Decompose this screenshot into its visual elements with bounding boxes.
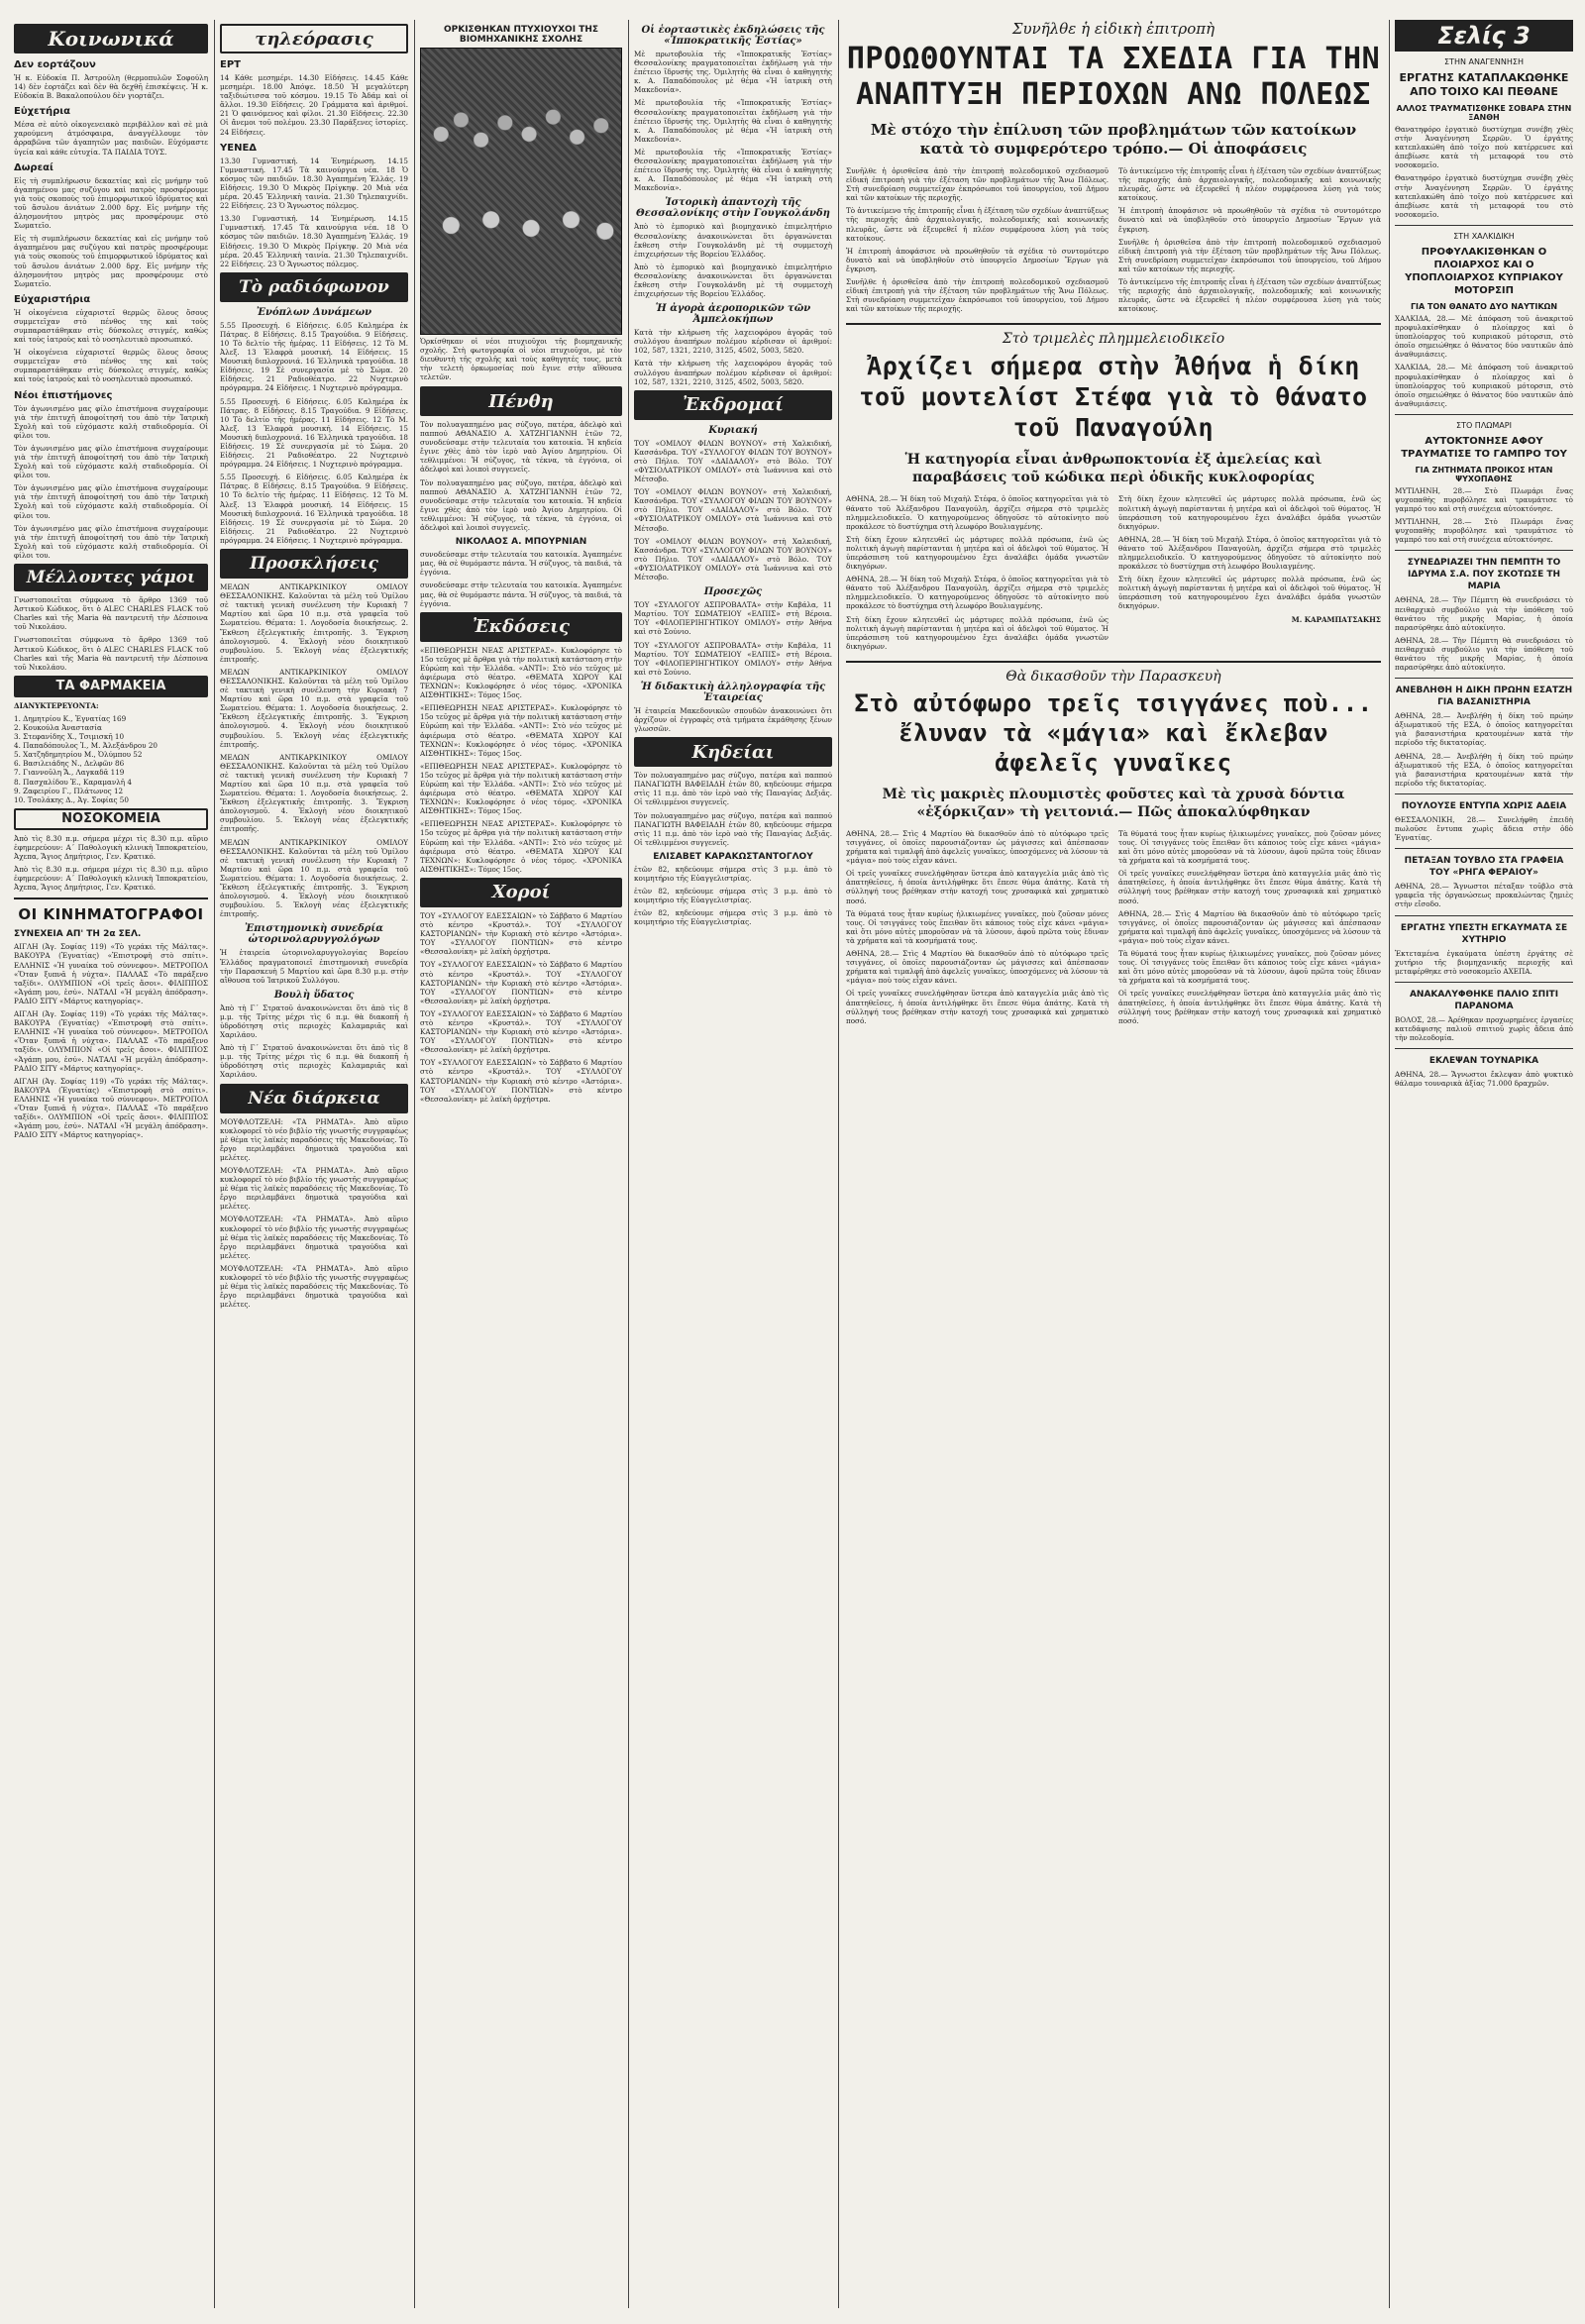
- ekdoseis-text-4: «ΕΠΙΘΕΩΡΗΣΗ ΝΕΑΣ ΑΡΙΣΤΕΡΑΣ». Κυκλοφόρησε τὸ 15ο τεῦχος μὲ ἄρθρα γιὰ τὴν πολιτικὴ κατάσταση στὴν Εὐρώπη καὶ τὴν Ἑλλάδα. «ΑΝΤΙ»: Στὸ νέο τεῦχος μὲ ἀφιέρωμα στὸ θέατρο. «ΘΕΜΑΤΑ ΧΩΡΟΥ ΚΑΙ ΤΕΧΝΩΝ»: Κυκλοφόρησε ὁ νέος τόμος. «ΧΡΟΝΙΚΑ ΑΙΣΘΗΤΙΚΗΣ»: Τόμος 15ος.: [420, 819, 622, 874]
- eklepsan-text: ΑΘΗΝΑ, 28.— Ἄγνωστοι ἔκλεψαν ἀπὸ ψυκτικὸ θάλαμο τουναρικὰ ἀξίας 71.000 δραχμῶν.: [1395, 1070, 1573, 1089]
- subhead-1: Μὲ στόχο τὴν ἐπίλυση τῶν προβλημάτων τῶν κατοίκων κατὰ τὸ συμφερότερο τρόπο.— Οἱ ἀποφάσεις: [870, 121, 1357, 158]
- diki-text-1: ΑΘΗΝΑ, 28.— Ἡ δίκη τοῦ Μιχαὴλ Στέφα, ὁ ὁποῖος κατηγορεῖται γιὰ τὸ θάνατο τοῦ Ἀλέξανδρου Παναγούλη, ἀρχίζει σήμερα στὸ τριμελὲς πλημμελειοδικεῖο. Ὁ κατηγορούμενος ὁδηγοῦσε τὸ αὐτοκίνητο ποὺ προκάλεσε τὸ δυστύχημα στὴ λεωφόρο Βουλιαγμένης.: [846, 494, 1109, 531]
- ergatis-text: Θανατηφόρο ἐργατικὸ δυστύχημα συνέβη χθὲς στὴν Ἀναγέννηση Σερρῶν. Ὁ ἐργάτης κατεπλακώθη ἀπὸ τοῖχο ποὺ κατέρρευσε καὶ ἀπεβίωσε κατὰ τὴ μεταφορά του στὸ νοσοκομεῖο.: [1395, 125, 1573, 170]
- petaxan-text: ΑΘΗΝΑ, 28.— Ἄγνωστοι πέταξαν τοῦβλο στὰ γραφεῖα τῆς ὀργανώσεως προκαλώντας ζημιὲς στὴν εἴσοδο.: [1395, 882, 1573, 909]
- diki-text-6: ΑΘΗΝΑ, 28.— Ἡ δίκη τοῦ Μιχαὴλ Στέφα, ὁ ὁποῖος κατηγορεῖται γιὰ τὸ θάνατο τοῦ Ἀλέξανδρου Παναγούλη, ἀρχίζει σήμερα στὸ τριμελὲς πλημμελειοδικεῖο. Ὁ κατηγορούμενος ὁδηγοῦσε τὸ αὐτοκίνητο ποὺ προκάλεσε τὸ δυστύχημα στὴ λεωφόρο Βουλιαγμένης.: [1118, 534, 1381, 572]
- prosexos-heading: Προσεχῶς: [703, 586, 763, 598]
- anagennisi-heading: ΣΤΗΝ ΑΝΑΓΕΝΝΗΣΗ: [1444, 57, 1524, 66]
- enoplon-text-3: 5.55 Προσευχή. 6 Εἰδήσεις. 6.05 Καλημέρα ἐκ Πάτρας. 8 Εἰδήσεις. 8.15 Τραγούδια. 9 Εἰδήσεις. 10 Τὸ δελτίο τῆς ἡμέρας. 11 Εἰδήσεις. 12 Τὸ Μ. Ἀλεξ. 13 Ἐλαφρὰ μουσική. 14 Εἰδήσεις. 15 Μουσικὴ διπλοχρονιά. 16 Ἑλληνικὰ τραγούδια. 18 Εἰδήσεις. 19 Σὲ συνεργασία μὲ τὸ Σώμα. 20 Εἰδήσεις. 21 Ραδιοθέατρο. 22 Νυχτερινὸ πρόγραμμα. 24 Εἰδήσεις. 1 Νυχτερινὸ πρόγραμμα.: [220, 473, 408, 545]
- ergatis-text-2: Θανατηφόρο ἐργατικὸ δυστύχημα συνέβη χθὲς στὴν Ἀναγέννηση Σερρῶν. Ὁ ἐργάτης κατεπλακώθη ἀπὸ τοῖχο ποὺ κατέρρευσε καὶ ἀπεβίωσε κατὰ τὴ μεταφορά του στὸ νοσοκομεῖο.: [1395, 173, 1573, 219]
- poulouse-heading: ΠΟΥΛΟΥΣΕ ΕΝΤΥΠΑ ΧΩΡΙΣ ΑΔΕΙΑ: [1401, 800, 1567, 811]
- column-4: [634, 20, 832, 930]
- diki-text-7: Στὴ δίκη ἔχουν κλητευθεῖ ὡς μάρτυρες πολλὰ πρόσωπα, ἐνῶ ὡς πολιτικὴ ἀγωγὴ παρίστανται ἡ μητέρα καὶ οἱ ἀδελφοὶ τοῦ θύματος. Ἡ ὑπεράσπιση τοῦ κατηγορουμένου ἔχει ἀναλάβει ὁμάδα γνωστῶν δικηγόρων.: [1118, 575, 1381, 611]
- graduates-photo: [420, 48, 622, 335]
- efxaristiria-heading: Εὐχαριστήρια: [14, 293, 91, 305]
- istoriki-text: Ἀπὸ τὸ ἐμπορικὸ καὶ βιομηχανικὸ ἐπιμελητήριο Θεσσαλονίκης ἀνακοινώνεται ὅτι ὀργανώνεται ἔκθεση στὴν Γουγκολάνδη μὲ τὴ συμμετοχὴ ἐπιχειρήσεων τῆς Βορείου Ἑλλάδος.: [634, 222, 832, 259]
- nosokomeia-banner: ΝΟΣΟΚΟΜΕΙΑ: [14, 808, 208, 830]
- anevlithi-heading: ΑΝΕΒΛΗΘΗ Η ΔΙΚΗ ΠΡΩΗΝ ΕΣΑΤΖΗ ΓΙΑ ΒΑΣΑΝΙΣΤΗΡΙΑ: [1395, 686, 1573, 708]
- thanato-heading: ΓΙΑ ΤΟΝ ΘΑΝΑΤΟ ΔΥΟ ΝΑΥΤΙΚΩΝ: [1410, 301, 1558, 311]
- tsigganes-text-10: Οἱ τρεῖς γυναῖκες συνελήφθησαν ὕστερα ἀπὸ καταγγελία μιᾶς ἀπὸ τὶς ἀπατηθεῖσες, ἡ ὁποία ἀντιλήφθηκε ὅτι ἔπεσε θύμα ἀπάτης. Κατὰ τὴ σύλληψή τους βρέθηκαν στὴν κατοχή τους χρυσαφικὰ καὶ χρηματικὸ ποσό.: [1118, 989, 1381, 1025]
- eortastikes-heading: Οἱ ἑορταστικὲς ἐκδηλώσεις τῆς «Ἱπποκρατικῆς Ἑστίας»: [641, 25, 825, 47]
- nea-text-3: ΜΟΥΦΛΟΤΖΕΛΗ: «ΤΑ ΡΗΜΑΤΑ». Ἀπὸ αὔριο κυκλοφορεῖ τὸ νέο βιβλίο τῆς γνωστῆς συγγραφέως μὲ θέμα τὶς λαϊκὲς παραδόσεις τῆς Μακεδονίας. Τὸ ἔργο περιλαμβάνει δημοτικὰ τραγούδια καὶ μελέτες.: [220, 1215, 408, 1260]
- nea-banner: Νέα διάρκεια: [220, 1084, 408, 1113]
- column-1: [14, 20, 208, 1143]
- penthi-banner: Πένθη: [420, 386, 622, 416]
- prosexos-text: ΤΟΥ «ΣΥΛΛΟΓΟΥ ΑΣΠΡΟΒΑΛΤΑ» στὴν Καβάλα, 11 Μαρτίου. ΤΟΥ ΣΩΜΑΤΕΙΟΥ «ΕΛΠΙΣ» στὴ Βέροια. ΤΟΥ «ΦΙΛΟΠΕΡΙΗΓΗΤΙΚΟΥ ΟΜΙΛΟΥ» στὴν Ἀθήνα καὶ στὸ Σούνιο.: [634, 600, 832, 637]
- poulouse-text: ΘΕΣΣΑΛΟΝΙΚΗ, 28.— Συνελήφθη ἐπειδὴ πωλοῦσε ἔντυπα χωρὶς ἄδεια στὴν ὁδὸ Ἐγνατίας.: [1395, 814, 1573, 843]
- petaxan-heading: ΠΕΤΑΞΑΝ ΤΟΥΒΛΟ ΣΤΑ ΓΡΑΦΕΙΑ ΤΟΥ «ΡΗΓΑ ΦΕΡΑΙΟΥ»: [1404, 856, 1564, 879]
- tsigganes-text-8: ΑΘΗΝΑ, 28.— Στὶς 4 Μαρτίου θὰ δικασθοῦν ἀπὸ τὸ αὐτόφωρο τρεῖς τσιγγάνες, οἱ ὁποῖες παρουσιάζονταν ὡς μάγισσες καὶ ἀπέσπασαν χρήματα καὶ τιμαλφῆ ἀπὸ ἀφελεῖς γυναῖκες, ὑποσχόμενες νὰ λύσουν τὰ «μάγια» ποὺ τοὺς εἶχαν κάνει.: [1118, 908, 1381, 945]
- kicker-2: Στὸ τριμελὲς πλημμελειοδικεῖο: [1002, 331, 1225, 348]
- farmakeia-head: ΔΙΑΝΥΚΤΕΡΕΥΟΝΤΑ:: [14, 700, 99, 710]
- pharmacy-item: 2. Κουκούλα Ἀναστασία: [14, 722, 102, 732]
- anevlithi-text: ΑΘΗΝΑ, 28.— Ἀνεβλήθη ἡ δίκη τοῦ πρώην ἀξιωματικοῦ τῆς ΕΣΑ, ὁ ὁποῖος κατηγορεῖται γιὰ βασανιστήρια κρατουμένων κατὰ τὴν περίοδο τῆς δικτατορίας.: [1395, 711, 1573, 748]
- diki-text-3: ΑΘΗΝΑ, 28.— Ἡ δίκη τοῦ Μιχαὴλ Στέφα, ὁ ὁποῖος κατηγορεῖται γιὰ τὸ θάνατο τοῦ Ἀλέξανδρου Παναγούλη, ἀρχίζει σήμερα στὸ τριμελὲς πλημμελειοδικεῖο. Ὁ κατηγορούμενος ὁδηγοῦσε τὸ αὐτοκίνητο ποὺ προκάλεσε τὸ δυστύχημα στὴ λεωφόρο Βουλιαγμένης.: [846, 575, 1109, 611]
- kyriaki-text-3: ΤΟΥ «ΟΜΙΛΟΥ ΦΙΛΩΝ ΒΟΥΝΟΥ» στὴ Χαλκιδική, Κασσάνδρα. ΤΟΥ «ΣΥΛΛΟΓΟΥ ΦΙΛΩΝ ΤΟΥ ΒΟΥΝΟΥ» στὸ Πήλιο. ΤΟΥ «ΔΑΙΔΑΛΟΥ» στὸ Βόλο. ΤΟΥ «ΦΥΣΙΟΛΑΤΡΙΚΟΥ ΟΜΙΛΟΥ» στὰ Ἱωάννινα καὶ στὸ Μέτσοβο.: [634, 536, 832, 582]
- eortastikes-text-2: Μὲ πρωτοβουλία τῆς «Ἱπποκρατικῆς Ἑστίας» Θεσσαλονίκης πραγματοποιεῖται ἐκδήλωση γιὰ τὴν ἐπέτειο ἵδρυσής της. Ὁμιλητὴς θὰ εἶναι ὁ καθηγητὴς κ. Α. Παπαδόπουλος μὲ θέμα «Ἡ ἰατρικὴ στὴ Μακεδονία».: [634, 98, 832, 144]
- nikolaos-heading: ΝΙΚΟΛΑΟΣ Α. ΜΠΟΥΡΝΙΑΝ: [455, 537, 587, 548]
- ekdromai-banner: Ἐκδρομαί: [634, 390, 832, 420]
- synexeia-heading: ΣΥΝΕΧΕΙΑ ΑΠ' ΤΗ 2α ΣΕΛ.: [14, 929, 142, 940]
- neoi-heading: Νέοι ἐπιστήμονες: [14, 389, 113, 401]
- pharmacy-item: 10. Τσολάκης Δ., Ἀγ. Σοφίας 50: [14, 794, 129, 804]
- proskliseis-text: ΜΕΛΩΝ ΑΝΤΙΚΑΡΚΙΝΙΚΟΥ ΟΜΙΛΟΥ ΘΕΣΣΑΛΟΝΙΚΗΣ. Καλοῦνται τὰ μέλη τοῦ Ὁμίλου σὲ τακτικὴ γενικὴ συνέλευση τὴν Κυριακὴ 7 Μαρτίου καὶ ὥρα 10 π.μ. στὰ γραφεῖα τοῦ Σωματείου. Θέματα: 1. Λογοδοσία διοικήσεως. 2. Ἔκθεση ἐξελεγκτικῆς ἐπιτροπῆς. 3. Ἔγκριση ἀπολογισμοῦ. 4. Ἐκλογὴ νέου διοικητικοῦ συμβουλίου. 5. Ἐκλογὴ νέας ἐξελεγκτικῆς ἐπιτροπῆς.: [220, 582, 408, 664]
- efxaristiria-text-2: Ἡ οἰκογένεια εὐχαριστεῖ θερμῶς ὅλους ὅσους συμμετεῖχαν στὸ πένθος της καὶ τοὺς συμπαραστάθηκαν στὶς δύσκολες στιγμές, καθὼς καὶ τοὺς ἰατροὺς καὶ τὸ νοσηλευτικὸ προσωπικό.: [14, 348, 208, 384]
- synedriazei-heading: ΣΥΝΕΔΡΙΑΖΕΙ ΤΗΝ ΠΕΜΠΤΗ ΤΟ ΙΔΡΥΜΑ Σ.Α. ΠΟΥ ΣΚΟΤΩΣΕ ΤΗ ΜΑΡΙΑ: [1407, 558, 1561, 592]
- diki-text-4: Στὴ δίκη ἔχουν κλητευθεῖ ὡς μάρτυρες πολλὰ πρόσωπα, ἐνῶ ὡς πολιτικὴ ἀγωγὴ παρίστανται ἡ μητέρα καὶ οἱ ἀδελφοὶ τοῦ θύματος. Ἡ ὑπεράσπιση τοῦ κατηγορουμένου ἔχει ἀναλάβει ὁμάδα γνωστῶν δικηγόρων.: [846, 614, 1109, 651]
- xoroi-banner: Χοροί: [420, 878, 622, 907]
- synedriazei-text: ΑΘΗΝΑ, 28.— Τὴν Πέμπτη θὰ συνεδριάσει τὸ πειθαρχικὸ συμβούλιο γιὰ τὴν ὑπόθεση τοῦ θανάτου τῆς μικρῆς Μαρίας, ἡ ὁποία παρασύρθηκε ἀπὸ αὐτοκίνητο.: [1395, 595, 1573, 632]
- den-eortazoun-text: Ἡ κ. Εὐδοκία Π. Ἀστρούλη (θερμοπυλῶν Σοφούλη 14) δὲν ἑορτάζει καὶ δὲν θὰ δεχθῆ ἐπισκέψεις. Ἡ κ. Εὐδοκία Β. Βακαλοπούλου δὲν γιορτάζει.: [14, 73, 208, 101]
- agora-heading: Ἡ ἀγορὰ ἀεροπορικῶν τῶν Ἀμπελοκήπων: [655, 303, 811, 326]
- kideiai-banner: Κηδείαι: [634, 737, 832, 767]
- pharmacy-item: 1. Δημητρίου Κ., Ἐγνατίας 169: [14, 713, 127, 723]
- kicker-1: Συνῆλθε ἡ εἰδικὴ ἐπιτροπὴ: [1011, 20, 1215, 38]
- prikas-heading: ΓΙΑ ΖΗΤΗΜΑΤΑ ΠΡΟΙΚΟΣ ΗΤΑΝ ΨΥΧΟΠΑΘΗΣ: [1415, 465, 1553, 483]
- anevlithi-text-2: ΑΘΗΝΑ, 28.— Ἀνεβλήθη ἡ δίκη τοῦ πρώην ἀξιωματικοῦ τῆς ΕΣΑ, ὁ ὁποῖος κατηγορεῖται γιὰ βασανιστήρια κρατουμένων κατὰ τὴν περίοδο τῆς δικτατορίας.: [1395, 751, 1573, 788]
- nosokomeia-text: Ἀπὸ τὶς 8.30 π.μ. σήμερα μέχρι τὶς 8.30 π.μ. αὔριο ἐφημερεύουν: Α΄ Παθολογικὴ κλινικὴ Ἱπποκρατείου, Ἀχεπα, Ἅγιος Δημήτριος, Γεν. Κρατικό.: [14, 833, 208, 861]
- profylakisthikan-text-2: ΧΑΛΚΙΔΑ, 28.— Μὲ ἀπόφαση τοῦ ἀνακριτοῦ προφυλακίσθηκαν ὁ πλοίαρχος καὶ ὁ ὑποπλοίαρχος τοῦ κυπριακοῦ μότορσιπ, στὸ ὁποῖο σημειώθηκε ὁ θάνατος δύο ναυτικῶν ἀπὸ ἀναθυμιάσεις.: [1395, 363, 1573, 408]
- nikolaos-text: συνοδεύσαμε στὴν τελευταία του κατοικία. Ἀγαπημένε μας, θὰ σὲ θυμόμαστε πάντα. Ἡ σύζυγος, τὰ παιδιά, τὰ ἐγγόνια.: [420, 550, 622, 578]
- pharmacy-list: [14, 714, 208, 804]
- nosokomeia-text-2: Ἀπὸ τὶς 8.30 π.μ. σήμερα μέχρι τὶς 8.30 π.μ. αὔριο ἐφημερεύουν: Α΄ Παθολογικὴ κλινικὴ Ἱπποκρατείου, Ἀχεπα, Ἅγιος Δημήτριος, Γεν. Κρατικό.: [14, 865, 208, 893]
- efxetiria-text: Μέσα σὲ αὐτὸ οἰκογενειακὸ περιβάλλον καὶ σὲ μιὰ χαρούμενη ἀτμόσφαιρα, ἀναγγέλλουμε τὸν ἀρραβῶνα τῶν ἀγαπητῶν μας παιδιῶν. Εὐχόμαστε ὑγεία καὶ κάθε εὐτυχία. ΤΑ ΠΑΙΔΙΑ ΤΟΥΣ.: [14, 120, 208, 157]
- nea-text: ΜΟΥΦΛΟΤΖΕΛΗ: «ΤΑ ΡΗΜΑΤΑ». Ἀπὸ αὔριο κυκλοφορεῖ τὸ νέο βιβλίο τῆς γνωστῆς συγγραφέως μὲ θέμα τὶς λαϊκὲς παραδόσεις τῆς Μακεδονίας. Τὸ ἔργο περιλαμβάνει δημοτικὰ τραγούδια καὶ μελέτες.: [220, 1116, 408, 1162]
- subhead-3: Μὲ τὶς μακριὲς πλουμιστὲς φοῦστες καὶ τὰ χρυσὰ δόντια «ἐξόρκιζαν» τὴ γειτονιά.— Πῶς ἀποκαλύφθηκαν: [882, 786, 1345, 820]
- page-label: Σελίς 3: [1395, 20, 1573, 52]
- tsigganes-text-7: Οἱ τρεῖς γυναῖκες συνελήφθησαν ὕστερα ἀπὸ καταγγελία μιᾶς ἀπὸ τὶς ἀπατηθεῖσες, ἡ ὁποία ἀντιλήφθηκε ὅτι ἔπεσε θύμα ἀπάτης. Κατὰ τὴ σύλληψή τους βρέθηκαν στὴν κατοχή τους χρυσαφικὰ καὶ χρηματικὸ ποσό.: [1118, 869, 1381, 905]
- tsigganes-text-6: Τὰ θύματά τους ἦταν κυρίως ἡλικιωμένες γυναῖκες, ποὺ ζοῦσαν μόνες τους. Οἱ τσιγγάνες τοὺς ἔπειθαν ὅτι κάποιος τοὺς εἶχε κάνει «μάγια» καὶ ὅτι μόνο αὐτὲς μποροῦσαν νὰ τὰ λύσουν, ἀφοῦ πρῶτα τοὺς ἔδιναν τὰ χρήματα καὶ τὰ κοσμήματά τους.: [1118, 828, 1381, 866]
- profylakisthikan-heading: ΠΡΟΦΥΛΑΚΙΣΘΗΚΑΝ Ο ΠΛΟΙΑΡΧΟΣ ΚΑΙ Ο ΥΠΟΠΛΟΙΑΡΧΟΣ ΚΥΠΡΙΑΚΟΥ ΜΟΤΟΡΣΙΠ: [1405, 246, 1563, 296]
- profylakisthikan-text: ΧΑΛΚΙΔΑ, 28.— Μὲ ἀπόφαση τοῦ ἀνακριτοῦ προφυλακίσθηκαν ὁ πλοίαρχος καὶ ὁ ὑποπλοίαρχος τοῦ κυπριακοῦ μότορσιπ, στὸ ὁποῖο σημειώθηκε ὁ θάνατος δύο ναυτικῶν ἀπὸ ἀναθυμιάσεις.: [1395, 313, 1573, 360]
- eortastikes-text: Μὲ πρωτοβουλία τῆς «Ἱπποκρατικῆς Ἑστίας» Θεσσαλονίκης πραγματοποιεῖται ἐκδήλωση γιὰ τὴν ἐπέτειο ἵδρυσής της. Ὁμιλητὴς θὰ εἶναι ὁ καθηγητὴς κ. Α. Παπαδόπουλος μὲ θέμα «Ἡ ἰατρικὴ στὴ Μακεδονία».: [634, 50, 832, 95]
- kyriaki-text-2: ΤΟΥ «ΟΜΙΛΟΥ ΦΙΛΩΝ ΒΟΥΝΟΥ» στὴ Χαλκιδική, Κασσάνδρα. ΤΟΥ «ΣΥΛΛΟΓΟΥ ΦΙΛΩΝ ΤΟΥ ΒΟΥΝΟΥ» στὸ Πήλιο. ΤΟΥ «ΔΑΙΔΑΛΟΥ» στὸ Βόλο. ΤΟΥ «ΦΥΣΙΟΛΑΤΡΙΚΟΥ ΟΜΙΛΟΥ» στὰ Ἱωάννινα καὶ στὸ Μέτσοβο.: [634, 487, 832, 533]
- efxaristiria-text: Ἡ οἰκογένεια εὐχαριστεῖ θερμῶς ὅλους ὅσους συμμετεῖχαν στὸ πένθος της καὶ τοὺς συμπαραστάθηκαν στὶς δύσκολες στιγμές, καθὼς καὶ τοὺς ἰατροὺς καὶ τὸ νοσηλευτικὸ προσωπικό.: [14, 307, 208, 345]
- kyriaki-heading: Κυριακή: [708, 424, 758, 436]
- anakalyfthike-heading: ΑΝΑΚΑΛΥΦΘΗΚΕ ΠΑΛΙΟ ΣΠΙΤΙ ΠΑΡΑΝΟΜΑ: [1409, 989, 1559, 1011]
- yened-heading: ΥΕΝΕΔ: [220, 142, 258, 154]
- kicker-3: Θὰ δικασθοῦν τὴν Παρασκευὴ: [1005, 668, 1221, 685]
- aytoktonise-text: ΜΥΤΙΛΗΝΗ, 28.— Στὸ Πλωμάρι ἕνας ψυχοπαθὴς πυροβόλησε καὶ τραυμάτισε τὸ γαμπρό του καὶ στὴ συνέχεια αὐτοκτόνησε.: [1395, 485, 1573, 514]
- prosexos-text-2: ΤΟΥ «ΣΥΛΛΟΓΟΥ ΑΣΠΡΟΒΑΛΤΑ» στὴν Καβάλα, 11 Μαρτίου. ΤΟΥ ΣΩΜΑΤΕΙΟΥ «ΕΛΠΙΣ» στὴ Βέροια. ΤΟΥ «ΦΙΛΟΠΕΡΙΗΓΗΤΙΚΟΥ ΟΜΙΛΟΥ» στὴν Ἀθήνα καὶ στὸ Σούνιο.: [634, 640, 832, 677]
- headline-2: Ἀρχίζει σήμερα στὴν Ἀθήνα ἡ δίκη τοῦ μοντελίστ Στέφα γιὰ τὸ θάνατο τοῦ Παναγούλη: [859, 352, 1368, 443]
- headline-1: ΠΡΟΩΘΟΥΝΤΑΙ ΤΑ ΣΧΕΔΙΑ ΓΙΑ ΤΗΝ ΑΝΑΠΤΥΞΗ ΠΕΡΙΟΧΩΝ ΑΝΩ ΠΟΛΕΩΣ: [846, 42, 1381, 112]
- ekdoseis-text: «ΕΠΙΘΕΩΡΗΣΗ ΝΕΑΣ ΑΡΙΣΤΕΡΑΣ». Κυκλοφόρησε τὸ 15ο τεῦχος μὲ ἄρθρα γιὰ τὴν πολιτικὴ κατάσταση στὴν Εὐρώπη καὶ τὴν Ἑλλάδα. «ΑΝΤΙ»: Στὸ νέο τεῦχος μὲ ἀφιέρωμα στὸ θέατρο. «ΘΕΜΑΤΑ ΧΩΡΟΥ ΚΑΙ ΤΕΧΝΩΝ»: Κυκλοφόρησε ὁ νέος τόμος. «ΧΡΟΝΙΚΑ ΑΙΣΘΗΤΙΚΗΣ»: Τόμος 15ος.: [420, 645, 622, 700]
- diktyo-heading: Ἡ διδακτικὴ ἀλληλογραφία τῆς Ἑταιρείας: [640, 681, 826, 703]
- anopoli-text-7: Συνῆλθε ἡ ὁρισθεῖσα ἀπὸ τὴν ἐπιτροπὴ πολεοδομικοῦ σχεδιασμοῦ εἰδικὴ ἐπιτροπὴ γιὰ τὴν ἐξέταση τῶν προβλημάτων τῆς Ἄνω Πόλεως. Στὴ συνεδρίαση συμμετεῖχαν ἐκπρόσωποι τοῦ ὑπουργείου, τοῦ Δήμου καὶ τῶν κατοίκων τῆς περιοχῆς.: [1118, 237, 1381, 273]
- neoi-text-3: Τὸν ἀγωνισμένο μας φίλο ἐπιστήμονα συγχαίρουμε γιὰ τὴν ἐπιτυχῆ ἀποφοίτησή του ἀπὸ τὴν Ἰατρικὴ Σχολὴ καὶ τοῦ εὐχόμαστε καλὴ σταδιοδρομία. Οἱ φίλοι του.: [14, 483, 208, 520]
- orkistikan-heading: ΟΡΚΙΣΘΗΚΑΝ ΠΤΥΧΙΟΥΧΟΙ ΤΗΣ ΒΙΟΜΗΧΑΝΙΚΗΣ ΣΧΟΛΗΣ: [443, 25, 599, 45]
- ergatis-heading: ΕΡΓΑΤΗΣ ΚΑΤΑΠΛΑΚΩΘΗΚΕ ΑΠΟ ΤΟΙΧΟ ΚΑΙ ΠΕΘΑΝΕ: [1399, 71, 1569, 98]
- plomari-heading: ΣΤΟ ΠΛΩΜΑΡΙ: [1456, 420, 1512, 430]
- ergatis2-text: Ἐκτεταμένα ἐγκαύματα ὑπέστη ἐργάτης σὲ χυτήριο τῆς βιομηχανικῆς περιοχῆς καὶ μεταφέρθηκε στὸ νοσοκομεῖο ΑΧΕΠΑ.: [1395, 948, 1573, 976]
- enoplon-text: 5.55 Προσευχή. 6 Εἰδήσεις. 6.05 Καλημέρα ἐκ Πάτρας. 8 Εἰδήσεις. 8.15 Τραγούδια. 9 Εἰδήσεις. 10 Τὸ δελτίο τῆς ἡμέρας. 11 Εἰδήσεις. 12 Τὸ Μ. Ἀλεξ. 13 Ἐλαφρὰ μουσική. 14 Εἰδήσεις. 15 Μουσικὴ διπλοχρονιά. 16 Ἑλληνικὰ τραγούδια. 18 Εἰδήσεις. 19 Σὲ συνεργασία μὲ τὸ Σώμα. 20 Εἰδήσεις. 21 Ραδιοθέατρο. 22 Νυχτερινὸ πρόγραμμα. 24 Εἰδήσεις. 1 Νυχτερινὸ πρόγραμμα.: [220, 320, 408, 393]
- istoriki-heading: Ἱστορικὴ ἀπαντοχὴ τῆς Θεσσαλονίκης στὴν Γουγκολάνδη: [636, 197, 830, 220]
- kinimatografoi-text-3: ΑΙΓΛΗ (Ἀγ. Σοφίας 119) «Τὸ γεράκι τῆς Μάλτας». ΒΑΚΟΥΡΑ (Ἐγνατίας) «Ἐπιστροφὴ στὸ σπίτι». ΕΛΛΗΝΙΣ «Ἡ γυναίκα τοῦ σύννεφου». ΜΕΤΡΟΠΟΛ «Ὅταν ξυπνᾶ ἡ νύχτα». ΠΑΛΛΑΣ «Τὸ παράξενο ταξίδι». ΟΛΥΜΠΙΟΝ «Οἱ τρεῖς ἄσοι». ΦΙΛΙΠΠΟΣ «Ἀγάπη μου, ἐσύ». ΝΑΤΑΛΙ «Ἡ μεγάλη ἀπόδραση». ΡΑΔΙΟ ΣΙΤΥ «Μάρτυς κατηγορίας».: [14, 1076, 208, 1140]
- proskliseis-text-3: ΜΕΛΩΝ ΑΝΤΙΚΑΡΚΙΝΙΚΟΥ ΟΜΙΛΟΥ ΘΕΣΣΑΛΟΝΙΚΗΣ. Καλοῦνται τὰ μέλη τοῦ Ὁμίλου σὲ τακτικὴ γενικὴ συνέλευση τὴν Κυριακὴ 7 Μαρτίου καὶ ὥρα 10 π.μ. στὰ γραφεῖα τοῦ Σωματείου. Θέματα: 1. Λογοδοσία διοικήσεως. 2. Ἔκθεση ἐξελεγκτικῆς ἐπιτροπῆς. 3. Ἔγκριση ἀπολογισμοῦ. 4. Ἐκλογὴ νέου διοικητικοῦ συμβουλίου. 5. Ἐκλογὴ νέας ἐξελεγκτικῆς ἐπιτροπῆς.: [220, 752, 408, 834]
- tsigganes-text-3: Τὰ θύματά τους ἦταν κυρίως ἡλικιωμένες γυναῖκες, ποὺ ζοῦσαν μόνες τους. Οἱ τσιγγάνες τοὺς ἔπειθαν ὅτι κάποιος τοὺς εἶχε κάνει «μάγια» καὶ ὅτι μόνο αὐτὲς μποροῦσαν νὰ τὰ λύσουν, ἀφοῦ πρῶτα τοὺς ἔδιναν τὰ χρήματα καὶ τὰ κοσμήματά τους.: [846, 908, 1109, 945]
- allos-heading: ΑΛΛΟΣ ΤΡΑΥΜΑΤΙΣΘΗΚΕ ΣΟΒΑΡΑ ΣΤΗΝ ΞΑΝΘΗ: [1396, 104, 1572, 122]
- dorees-text-2: Εἰς τὴ συμπλήρωσιν δεκαετίας καὶ εἰς μνήμην τοῦ ἀγαπημένου μας συζύγου καὶ πατρὸς προσφέρουμε γιὰ τοὺς σκοποὺς τοῦ ἐπιμορφωτικοῦ ἱδρύματος καὶ τοῦ ἄσυλου ἀνιάτων 2.000 δρχ. Εἰς μνήμην τῆς ἀλησμονήτου μητρὸς μας προσφέρουμε στὸ Σωματεῖο.: [14, 234, 208, 288]
- yened-text-2: 13.30 Γυμναστική. 14 Ἐνημέρωση. 14.15 Γυμναστική. 17.45 Τὰ καινούργια νέα. 18 Ὁ κόσμος τῶν παιδιῶν. 18.30 Ἀγαπημένη Ἑλλάς. 19 Εἰδήσεις. 19.30 Ὁ Μικρὸς Πρίγκηψ. 20 Μιὰ νέα μέρα. 20.45 Ἑλληνικὴ ταινία. 21.30 Τηλεπαιχνίδι. 22 Εἰδήσεις. 23 Ὁ Ἄγνωστος πόλεμος.: [220, 214, 408, 268]
- ekdoseis-text-2: «ΕΠΙΘΕΩΡΗΣΗ ΝΕΑΣ ΑΡΙΣΤΕΡΑΣ». Κυκλοφόρησε τὸ 15ο τεῦχος μὲ ἄρθρα γιὰ τὴν πολιτικὴ κατάσταση στὴν Εὐρώπη καὶ τὴν Ἑλλάδα. «ΑΝΤΙ»: Στὸ νέο τεῦχος μὲ ἀφιέρωμα στὸ θέατρο. «ΘΕΜΑΤΑ ΧΩΡΟΥ ΚΑΙ ΤΕΧΝΩΝ»: Κυκλοφόρησε ὁ νέος τόμος. «ΧΡΟΝΙΚΑ ΑΙΣΘΗΤΙΚΗΣ»: Τόμος 15ος.: [420, 703, 622, 758]
- agora-text: Κατὰ τὴν κλήρωση τῆς λαχειοφόρου ἀγορᾶς τοῦ συλλόγου ἀναπήρων πολέμου κέρδισαν οἱ ἀριθμοί: 102, 587, 1321, 2210, 3125, 4502, 5003, 5820.: [634, 328, 832, 356]
- dorees-text: Εἰς τὴ συμπλήρωσιν δεκαετίας καὶ εἰς μνήμην τοῦ ἀγαπημένου μας συζύγου καὶ πατρὸς προσφέρουμε γιὰ τοὺς σκοποὺς τοῦ ἐπιμορφωτικοῦ ἱδρύματος καὶ τοῦ ἄσυλου ἀνιάτων 2.000 δρχ. Εἰς μνήμην τῆς ἀλησμονήτου μητρὸς μας προσφέρουμε στὸ Σωματεῖο.: [14, 175, 208, 231]
- neoi-text: Τὸν ἀγωνισμένο μας φίλο ἐπιστήμονα συγχαίρουμε γιὰ τὴν ἐπιτυχῆ ἀποφοίτησή του ἀπὸ τὴν Ἰατρικὴ Σχολὴ καὶ τοῦ εὐχόμαστε καλὴ σταδιοδρομία. Οἱ φίλοι του.: [14, 403, 208, 440]
- tsigganes-text-2: Οἱ τρεῖς γυναῖκες συνελήφθησαν ὕστερα ἀπὸ καταγγελία μιᾶς ἀπὸ τὶς ἀπατηθεῖσες, ἡ ὁποία ἀντιλήφθηκε ὅτι ἔπεσε θύμα ἀπάτης. Κατὰ τὴ σύλληψή τους βρέθηκαν στὴν κατοχή τους χρυσαφικὰ καὶ χρηματικὸ ποσό.: [846, 869, 1109, 905]
- den-eortazoun-heading: Δεν εορτάζουν: [14, 59, 96, 70]
- elisavet-text: ἐτῶν 82, κηδεύουμε σήμερα στὶς 3 μ.μ. ἀπὸ τὸ κοιμητήριο τῆς Εὐαγγελιστρίας.: [634, 864, 832, 883]
- koinonika-banner: Κοινωνικά: [14, 24, 208, 53]
- xoroi-text: ΤΟΥ «ΣΥΛΛΟΓΟΥ ΕΔΕΣΣΑΙΩΝ» τὸ Σάββατο 6 Μαρτίου στὸ κέντρο «Κρυστάλ». ΤΟΥ «ΣΥΛΛΟΓΟΥ ΚΑΣΤΟΡΙΑΝΩΝ» τὴν Κυριακὴ στὸ κέντρο «Ἀστόρια». ΤΟΥ «ΣΥΛΛΟΓΟΥ ΠΟΝΤΙΩΝ» στὸ κέντρο «Θεσσαλονίκη» μὲ λαϊκὴ ὀρχήστρα.: [420, 910, 622, 957]
- column-2: [220, 20, 408, 1313]
- tsigganes-text-9: Τὰ θύματά τους ἦταν κυρίως ἡλικιωμένες γυναῖκες, ποὺ ζοῦσαν μόνες τους. Οἱ τσιγγάνες τοὺς ἔπειθαν ὅτι κάποιος τοὺς εἶχε κάνει «μάγια» καὶ ὅτι μόνο αὐτὲς μποροῦσαν νὰ τὰ λύσουν, ἀφοῦ πρῶτα τοὺς ἔδιναν τὰ χρήματα καὶ τὰ κοσμήματά τους.: [1118, 949, 1381, 986]
- neoi-text-2: Τὸν ἀγωνισμένο μας φίλο ἐπιστήμονα συγχαίρουμε γιὰ τὴν ἐπιτυχῆ ἀποφοίτησή του ἀπὸ τὴν Ἰατρικὴ Σχολὴ καὶ τοῦ εὐχόμαστε καλὴ σταδιοδρομία. Οἱ φίλοι του.: [14, 443, 208, 480]
- tv-banner: τηλεόρασις: [220, 24, 408, 53]
- anopoli-text-6: Ἡ ἐπιτροπὴ ἀποφάσισε νὰ προωθηθοῦν τὰ σχέδια τὸ συντομότερο δυνατὸ καὶ νὰ ὑποβληθοῦν στὸ ὑπουργεῖο Δημοσίων Ἔργων γιὰ ἔγκριση.: [1118, 206, 1381, 234]
- elisavet-text-2: ἐτῶν 82, κηδεύουμε σήμερα στὶς 3 μ.μ. ἀπὸ τὸ κοιμητήριο τῆς Εὐαγγελιστρίας.: [634, 887, 832, 905]
- kinimatografoi-heading: ΟΙ ΚΙΝΗΜΑΤΟΓΡΑΦΟΙ: [18, 905, 204, 924]
- penthi-text: Τὸν πολυαγαπημένο μας σύζυγο, πατέρα, ἀδελφὸ καὶ παππού ΑΘΑΝΑΣΙΟ Α. ΧΑΤΖΗΓΙΑΝΝΗ ἐτῶν 72, συνοδεύσαμε στὴν τελευταία του κατοικία. Ἡ κηδεία ἔγινε χθὲς ἀπὸ τὸν ἱερὸ ναὸ Ἁγίου Δημητρίου. Οἱ τεθλιμμένοι: Ἡ σύζυγος, τὰ τέκνα, τὰ ἐγγόνια, οἱ ἀδελφοὶ καὶ λοιποὶ συγγενεῖς.: [420, 420, 622, 475]
- diktyo-text: Ἡ ἑταιρεία Μακεδονικῶν σπουδῶν ἀνακοινώνει ὅτι ἀρχίζουν οἱ ἐγγραφὲς στὰ τμήματα ἐκμάθησης ξένων γλωσσῶν.: [634, 705, 832, 734]
- synedriazei-text-2: ΑΘΗΝΑ, 28.— Τὴν Πέμπτη θὰ συνεδριάσει τὸ πειθαρχικὸ συμβούλιο γιὰ τὴν ὑπόθεση τοῦ θανάτου τῆς μικρῆς Μαρίας, ἡ ὁποία παρασύρθηκε ἀπὸ αὐτοκίνητο.: [1395, 635, 1573, 673]
- efxetiria-heading: Εὐχετήρια: [14, 106, 71, 118]
- eklepsan-heading: ΕΚΛΕΨΑΝ ΤΟΥΝΑΡΙΚΑ: [1428, 1056, 1539, 1067]
- nikolaos-text-2: συνοδεύσαμε στὴν τελευταία του κατοικία. Ἀγαπημένε μας, θὰ σὲ θυμόμαστε πάντα. Ἡ σύζυγος, τὰ παιδιά, τὰ ἐγγόνια.: [420, 581, 622, 608]
- anopoli-text-4: Συνῆλθε ἡ ὁρισθεῖσα ἀπὸ τὴν ἐπιτροπὴ πολεοδομικοῦ σχεδιασμοῦ εἰδικὴ ἐπιτροπὴ γιὰ τὴν ἐξέταση τῶν προβλημάτων τῆς Ἄνω Πόλεως. Στὴ συνεδρίαση συμμετεῖχαν ἐκπρόσωποι τοῦ ὑπουργείου, τοῦ Δήμου καὶ τῶν κατοίκων τῆς περιοχῆς.: [846, 277, 1109, 314]
- penthi-text-2: Τὸν πολυαγαπημένο μας σύζυγο, πατέρα, ἀδελφὸ καὶ παππού ΑΘΑΝΑΣΙΟ Α. ΧΑΤΖΗΓΙΑΝΝΗ ἐτῶν 72, συνοδεύσαμε στὴν τελευταία του κατοικία. Ἡ κηδεία ἔγινε χθὲς ἀπὸ τὸν ἱερὸ ναὸ Ἁγίου Δημητρίου. Οἱ τεθλιμμένοι: Ἡ σύζυγος, τὰ τέκνα, τὰ ἐγγόνια, οἱ ἀδελφοὶ καὶ λοιποὶ συγγενεῖς.: [420, 477, 622, 533]
- pharmacy-item: 5. Χατζηδημητρίου Μ., Ὀλύμπου 52: [14, 750, 143, 760]
- kinimatografoi-text-2: ΑΙΓΛΗ (Ἀγ. Σοφίας 119) «Τὸ γεράκι τῆς Μάλτας». ΒΑΚΟΥΡΑ (Ἐγνατίας) «Ἐπιστροφὴ στὸ σπίτι». ΕΛΛΗΝΙΣ «Ἡ γυναίκα τοῦ σύννεφου». ΜΕΤΡΟΠΟΛ «Ὅταν ξυπνᾶ ἡ νύχτα». ΠΑΛΛΑΣ «Τὸ παράξενο ταξίδι». ΟΛΥΜΠΙΟΝ «Οἱ τρεῖς ἄσοι». ΦΙΛΙΠΠΟΣ «Ἀγάπη μου, ἐσύ». ΝΑΤΑΛΙ «Ἡ μεγάλη ἀπόδραση». ΡΑΔΙΟ ΣΙΤΥ «Μάρτυς κατηγορίας».: [14, 1009, 208, 1073]
- proskliseis-text-2: ΜΕΛΩΝ ΑΝΤΙΚΑΡΚΙΝΙΚΟΥ ΟΜΙΛΟΥ ΘΕΣΣΑΛΟΝΙΚΗΣ. Καλοῦνται τὰ μέλη τοῦ Ὁμίλου σὲ τακτικὴ γενικὴ συνέλευση τὴν Κυριακὴ 7 Μαρτίου καὶ ὥρα 10 π.μ. στὰ γραφεῖα τοῦ Σωματείου. Θέματα: 1. Λογοδοσία διοικήσεως. 2. Ἔκθεση ἐξελεγκτικῆς ἐπιτροπῆς. 3. Ἔγκριση ἀπολογισμοῦ. 4. Ἐκλογὴ νέου διοικητικοῦ συμβουλίου. 5. Ἐκλογὴ νέας ἐξελεγκτικῆς ἐπιτροπῆς.: [220, 667, 408, 749]
- anopoli-text-1: Συνῆλθε ἡ ὁρισθεῖσα ἀπὸ τὴν ἐπιτροπὴ πολεοδομικοῦ σχεδιασμοῦ εἰδικὴ ἐπιτροπὴ γιὰ τὴν ἐξέταση τῶν προβλημάτων τῆς Ἄνω Πόλεως. Στὴ συνεδρίαση συμμετεῖχαν ἐκπρόσωποι τοῦ ὑπουργείου, τοῦ Δήμου καὶ τῶν κατοίκων τῆς περιοχῆς.: [846, 166, 1109, 203]
- tsigganes-text-4: ΑΘΗΝΑ, 28.— Στὶς 4 Μαρτίου θὰ δικασθοῦν ἀπὸ τὸ αὐτόφωρο τρεῖς τσιγγάνες, οἱ ὁποῖες παρουσιάζονταν ὡς μάγισσες καὶ ἀπέσπασαν χρήματα καὶ τιμαλφῆ ἀπὸ ἀφελεῖς γυναῖκες, ὑποσχόμενες νὰ λύσουν τὰ «μάγια» ποὺ τοὺς εἶχαν κάνει.: [846, 949, 1109, 986]
- ert-heading: ΕΡΤ: [220, 59, 241, 70]
- pharmacy-item: 9. Ζαφειρίου Γ., Πλάτωνος 12: [14, 786, 124, 795]
- pharmacy-item: 4. Παπαδόπουλος Ἰ., Μ. Ἀλεξάνδρου 20: [14, 741, 158, 751]
- anopoli-text-8: Τὸ ἀντικείμενο τῆς ἐπιτροπῆς εἶναι ἡ ἐξέταση τῶν σχεδίων ἀναπτύξεως τῆς περιοχῆς ἀπὸ ἀρχαιολογικῆς, πολεοδομικῆς καὶ κοινωνικῆς πλευρᾶς, ὥστε νὰ ἐξευρεθεῖ ἡ πλέον συμφέρουσα λύση γιὰ τοὺς κατοίκους.: [1118, 277, 1381, 314]
- nea-text-4: ΜΟΥΦΛΟΤΖΕΛΗ: «ΤΑ ΡΗΜΑΤΑ». Ἀπὸ αὔριο κυκλοφορεῖ τὸ νέο βιβλίο τῆς γνωστῆς συγγραφέως μὲ θέμα τὶς λαϊκὲς παραδόσεις τῆς Μακεδονίας. Τὸ ἔργο περιλαμβάνει δημοτικὰ τραγούδια καὶ μελέτες.: [220, 1263, 408, 1310]
- neoi-text-4: Τὸν ἀγωνισμένο μας φίλο ἐπιστήμονα συγχαίρουμε γιὰ τὴν ἐπιτυχῆ ἀποφοίτησή του ἀπὸ τὴν Ἰατρικὴ Σχολὴ καὶ τοῦ εὐχόμαστε καλὴ σταδιοδρομία. Οἱ φίλοι του.: [14, 523, 208, 560]
- gamoi-text-2: Γνωστοποιεῖται σύμφωνα τὸ ἄρθρο 1369 τοῦ Ἀστικοῦ Κώδικος, ὅτι ὁ ALEC CHARLES FLACK τοῦ Charles καὶ τῆς Maria θὰ παντρευτῆ τὴν Δέσποινα τοῦ Νικολάου.: [14, 635, 208, 672]
- pharmacy-item: 6. Βασιλειάδης Ν., Δελφῶν 86: [14, 759, 125, 769]
- headline-3: Στὸ αὐτόφωρο τρεῖς τσιγγάνες ποὺ... ἔλυναν τὰ «μάγια» καὶ ἔκλεβαν ἀφελεῖς γυναῖκες: [854, 688, 1373, 777]
- gamoi-text: Γνωστοποιεῖται σύμφωνα τὸ ἄρθρο 1369 τοῦ Ἀστικοῦ Κώδικος, ὅτι ὁ ALEC CHARLES FLACK τοῦ Charles καὶ τῆς Maria θὰ παντρευτῆ τὴν Δέσποινα τοῦ Νικολάου.: [14, 595, 208, 632]
- anakalyfthike-text: ΒΟΛΟΣ, 28.— Ἀρέθηκαν προχωρημένες ἐργασίες κατεδάφισης παλιοῦ σπιτιοῦ χωρὶς ἄδεια ἀπὸ τὴν πολεοδομία.: [1395, 1014, 1573, 1042]
- vouli-text-2: Ἀπὸ τὴ Γ΄ Στρατοῦ ἀνακοινώνεται ὅτι ἀπὸ τὶς 8 μ.μ. τῆς Τρίτης μέχρι τὶς 6 π.μ. θὰ διακοπῆ ἡ ὑδροδότηση στὶς περιοχὲς Καλαμαριᾶς καὶ Χαριλάου.: [220, 1043, 408, 1080]
- tsigganes-text-1: ΑΘΗΝΑ, 28.— Στὶς 4 Μαρτίου θὰ δικασθοῦν ἀπὸ τὸ αὐτόφωρο τρεῖς τσιγγάνες, οἱ ὁποῖες παρουσιάζονταν ὡς μάγισσες καὶ ἀπέσπασαν χρήματα καὶ τιμαλφῆ ἀπὸ ἀφελεῖς γυναῖκες, ὑποσχόμενες νὰ λύσουν τὰ «μάγια» ποὺ τοὺς εἶχαν κάνει.: [846, 828, 1109, 866]
- yened-text: 13.30 Γυμναστική. 14 Ἐνημέρωση. 14.15 Γυμναστική. 17.45 Τὰ καινούργια νέα. 18 Ὁ κόσμος τῶν παιδιῶν. 18.30 Ἀγαπημένη Ἑλλάς. 19 Εἰδήσεις. 19.30 Ὁ Μικρὸς Πρίγκηψ. 20 Μιὰ νέα μέρα. 20.45 Ἑλληνικὴ ταινία. 21.30 Τηλεπαιχνίδι. 22 Εἰδήσεις. 23 Ὁ Ἄγνωστος πόλεμος.: [220, 156, 408, 211]
- tsigganes-text-5: Οἱ τρεῖς γυναῖκες συνελήφθησαν ὕστερα ἀπὸ καταγγελία μιᾶς ἀπὸ τὶς ἀπατηθεῖσες, ἡ ὁποία ἀντιλήφθηκε ὅτι ἔπεσε θύμα ἀπάτης. Κατὰ τὴ σύλληψή τους βρέθηκαν στὴν κατοχή τους χρυσαφικὰ καὶ χρηματικὸ ποσό.: [846, 989, 1109, 1025]
- vouli-text: Ἀπὸ τὴ Γ΄ Στρατοῦ ἀνακοινώνεται ὅτι ἀπὸ τὶς 8 μ.μ. τῆς Τρίτης μέχρι τὶς 6 π.μ. θὰ διακοπῆ ἡ ὑδροδότηση στὶς περιοχὲς Καλαμαριᾶς καὶ Χαριλάου.: [220, 1003, 408, 1040]
- diki-text-2: Στὴ δίκη ἔχουν κλητευθεῖ ὡς μάρτυρες πολλὰ πρόσωπα, ἐνῶ ὡς πολιτικὴ ἀγωγὴ παρίστανται ἡ μητέρα καὶ οἱ ἀδελφοὶ τοῦ θύματος. Ἡ ὑπεράσπιση τοῦ κατηγορουμένου ἔχει ἀναλάβει ὁμάδα γνωστῶν δικηγόρων.: [846, 534, 1109, 572]
- column-5: [846, 20, 1381, 1029]
- dorees-heading: Δωρεαί: [14, 161, 53, 173]
- gamoi-banner: Μέλλοντες γάμοι: [14, 564, 208, 591]
- pharmacy-item: 8. Πασχαλίδου Ἐ., Καραμανλῆ 4: [14, 777, 132, 787]
- enoplon-text-2: 5.55 Προσευχή. 6 Εἰδήσεις. 6.05 Καλημέρα ἐκ Πάτρας. 8 Εἰδήσεις. 8.15 Τραγούδια. 9 Εἰδήσεις. 10 Τὸ δελτίο τῆς ἡμέρας. 11 Εἰδήσεις. 12 Τὸ Μ. Ἀλεξ. 13 Ἐλαφρὰ μουσική. 14 Εἰδήσεις. 15 Μουσικὴ διπλοχρονιά. 16 Ἑλληνικὰ τραγούδια. 18 Εἰδήσεις. 19 Σὲ συνεργασία μὲ τὸ Σώμα. 20 Εἰδήσεις. 21 Ραδιοθέατρο. 22 Νυχτερινὸ πρόγραμμα. 24 Εἰδήσεις. 1 Νυχτερινὸ πρόγραμμα.: [220, 396, 408, 470]
- elisavet-text-3: ἐτῶν 82, κηδεύουμε σήμερα στὶς 3 μ.μ. ἀπὸ τὸ κοιμητήριο τῆς Εὐαγγελιστρίας.: [634, 908, 832, 927]
- anopoli-text-2: Τὸ ἀντικείμενο τῆς ἐπιτροπῆς εἶναι ἡ ἐξέταση τῶν σχεδίων ἀναπτύξεως τῆς περιοχῆς ἀπὸ ἀρχαιολογικῆς, πολεοδομικῆς καὶ κοινωνικῆς πλευρᾶς, ὥστε νὰ ἐξευρεθεῖ ἡ πλέον συμφέρουσα λύση γιὰ τοὺς κατοίκους.: [846, 206, 1109, 243]
- elisavet-heading: ΕΛΙΣΑΒΕΤ ΚΑΡΑΚΩΣΤΑΝΤΟΓΛΟΥ: [653, 851, 813, 862]
- anopoli-text-3: Ἡ ἐπιτροπὴ ἀποφάσισε νὰ προωθηθοῦν τὰ σχέδια τὸ συντομότερο δυνατὸ καὶ νὰ ὑποβληθοῦν στὸ ὑπουργεῖο Δημοσίων Ἔργων γιὰ ἔγκριση.: [846, 246, 1109, 273]
- radio-banner: Τὸ ραδιόφωνον: [220, 272, 408, 302]
- diki-text-5: Στὴ δίκη ἔχουν κλητευθεῖ ὡς μάρτυρες πολλὰ πρόσωπα, ἐνῶ ὡς πολιτικὴ ἀγωγὴ παρίστανται ἡ μητέρα καὶ οἱ ἀδελφοὶ τοῦ θύματος. Ἡ ὑπεράσπιση τοῦ κατηγορουμένου ἔχει ἀναλάβει ὁμάδα γνωστῶν δικηγόρων.: [1118, 494, 1381, 531]
- kideiai-text-2: Τὸν πολυαγαπημένο μας σύζυγο, πατέρα καὶ παππού ΠΑΝΑΓΙΩΤΗ ΒΑΦΕΙΑΔΗ ἐτῶν 80, κηδεύουμε σήμερα στὶς 11 π.μ. ἀπὸ τὸν ἱερὸ ναὸ τῆς Παναγίας Δεξιᾶς. Οἱ τεθλιμμένοι συγγενεῖς.: [634, 810, 832, 847]
- column-3: [420, 20, 622, 1108]
- xoroi-text-4: ΤΟΥ «ΣΥΛΛΟΓΟΥ ΕΔΕΣΣΑΙΩΝ» τὸ Σάββατο 6 Μαρτίου στὸ κέντρο «Κρυστάλ». ΤΟΥ «ΣΥΛΛΟΓΟΥ ΚΑΣΤΟΡΙΑΝΩΝ» τὴν Κυριακὴ στὸ κέντρο «Ἀστόρια». ΤΟΥ «ΣΥΛΛΟΓΟΥ ΠΟΝΤΙΩΝ» στὸ κέντρο «Θεσσαλονίκη» μὲ λαϊκὴ ὀρχήστρα.: [420, 1058, 622, 1104]
- proskliseis-text-4: ΜΕΛΩΝ ΑΝΤΙΚΑΡΚΙΝΙΚΟΥ ΟΜΙΛΟΥ ΘΕΣΣΑΛΟΝΙΚΗΣ. Καλοῦνται τὰ μέλη τοῦ Ὁμίλου σὲ τακτικὴ γενικὴ συνέλευση τὴν Κυριακὴ 7 Μαρτίου καὶ ὥρα 10 π.μ. στὰ γραφεῖα τοῦ Σωματείου. Θέματα: 1. Λογοδοσία διοικήσεως. 2. Ἔκθεση ἐξελεγκτικῆς ἐπιτροπῆς. 3. Ἔγκριση ἀπολογισμοῦ. 4. Ἐκλογὴ νέου διοικητικοῦ συμβουλίου. 5. Ἐκλογὴ νέας ἐξελεγκτικῆς ἐπιτροπῆς.: [220, 837, 408, 919]
- agora-text-2: Κατὰ τὴν κλήρωση τῆς λαχειοφόρου ἀγορᾶς τοῦ συλλόγου ἀναπήρων πολέμου κέρδισαν οἱ ἀριθμοί: 102, 587, 1321, 2210, 3125, 4502, 5003, 5820.: [634, 359, 832, 386]
- istoriki-text-2: Ἀπὸ τὸ ἐμπορικὸ καὶ βιομηχανικὸ ἐπιμελητήριο Θεσσαλονίκης ἀνακοινώνεται ὅτι ὀργανώνεται ἔκθεση στὴν Γουγκολάνδη μὲ τὴ συμμετοχὴ ἐπιχειρήσεων τῆς Βορείου Ἑλλάδος.: [634, 262, 832, 299]
- farmakeia-banner: ΤΑ ΦΑΡΜΑΚΕΙΑ: [14, 676, 208, 697]
- kinimatografoi-text: ΑΙΓΛΗ (Ἀγ. Σοφίας 119) «Τὸ γεράκι τῆς Μάλτας». ΒΑΚΟΥΡΑ (Ἐγνατίας) «Ἐπιστροφὴ στὸ σπίτι». ΕΛΛΗΝΙΣ «Ἡ γυναίκα τοῦ σύννεφου». ΜΕΤΡΟΠΟΛ «Ὅταν ξυπνᾶ ἡ νύχτα». ΠΑΛΛΑΣ «Τὸ παράξενο ταξίδι». ΟΛΥΜΠΙΟΝ «Οἱ τρεῖς ἄσοι». ΦΙΛΙΠΠΟΣ «Ἀγάπη μου, ἐσύ». ΝΑΤΑΛΙ «Ἡ μεγάλη ἀπόδραση». ΡΑΔΙΟ ΣΙΤΥ «Μάρτυς κατηγορίας».: [14, 942, 208, 1005]
- pharmacy-item: 3. Στεφανίδης Χ., Τσιμισκῆ 10: [14, 732, 125, 742]
- subhead-2: Ἡ κατηγορία εἶναι ἀνθρωποκτονία ἐξ ἀμελείας καὶ παραβάσεις τοῦ κώδικα περὶ ὁδικῆς κυκλοφορίας: [904, 452, 1322, 486]
- ergatis2-heading: ΕΡΓΑΤΗΣ ΥΠΕΣΤΗ ΕΓΚΑΥΜΑΤΑ ΣΕ ΧΥΤΗΡΙΟ: [1400, 922, 1568, 945]
- anopoli-text-5: Τὸ ἀντικείμενο τῆς ἐπιτροπῆς εἶναι ἡ ἐξέταση τῶν σχεδίων ἀναπτύξεως τῆς περιοχῆς ἀπὸ ἀρχαιολογικῆς, πολεοδομικῆς καὶ κοινωνικῆς πλευρᾶς, ὥστε νὰ ἐξευρεθεῖ ἡ πλέον συμφέρουσα λύση γιὰ τοὺς κατοίκους.: [1118, 166, 1381, 203]
- epistimoniki-text: Ἡ ἑταιρεία ὠτορινολαρυγγολογίας Βορείου Ἑλλάδος πραγματοποιεῖ ἐπιστημονικὴ συνεδρία τὴν Παρασκευὴ 5 Μαρτίου καὶ ὥρα 8.30 μ.μ. στὴν αἴθουσα τοῦ Ἰατρικοῦ Συλλόγου.: [220, 948, 408, 985]
- xoroi-text-3: ΤΟΥ «ΣΥΛΛΟΓΟΥ ΕΔΕΣΣΑΙΩΝ» τὸ Σάββατο 6 Μαρτίου στὸ κέντρο «Κρυστάλ». ΤΟΥ «ΣΥΛΛΟΓΟΥ ΚΑΣΤΟΡΙΑΝΩΝ» τὴν Κυριακὴ στὸ κέντρο «Ἀστόρια». ΤΟΥ «ΣΥΛΛΟΓΟΥ ΠΟΝΤΙΩΝ» στὸ κέντρο «Θεσσαλονίκη» μὲ λαϊκὴ ὀρχήστρα.: [420, 1008, 622, 1055]
- proskliseis-banner: Προσκλήσεις: [220, 549, 408, 579]
- xoroi-text-2: ΤΟΥ «ΣΥΛΛΟΓΟΥ ΕΔΕΣΣΑΙΩΝ» τὸ Σάββατο 6 Μαρτίου στὸ κέντρο «Κρυστάλ». ΤΟΥ «ΣΥΛΛΟΓΟΥ ΚΑΣΤΟΡΙΑΝΩΝ» τὴν Κυριακὴ στὸ κέντρο «Ἀστόρια». ΤΟΥ «ΣΥΛΛΟΓΟΥ ΠΟΝΤΙΩΝ» στὸ κέντρο «Θεσσαλονίκη» μὲ λαϊκὴ ὀρχήστρα.: [420, 960, 622, 1005]
- photo-caption: Ὁρκίσθηκαν οἱ νέοι πτυχιοῦχοι τῆς βιομηχανικῆς σχολῆς. Στὴ φωτογραφία οἱ νέοι πτυχιοῦχοι, μὲ τὸν διευθυντὴ τῆς σχολῆς καὶ τοὺς καθηγητές τους, μετὰ τὴν τελετὴ ὁρκωμοσίας ποὺ ἔγινε στὴν αἴθουσα τελετῶν.: [420, 338, 622, 381]
- aytoktonise-heading: ΑΥΤΟΚΤΟΝΗΣΕ ΑΦΟΥ ΤΡΑΥΜΑΤΙΣΕ ΤΟ ΓΑΜΠΡΟ ΤΟΥ: [1401, 435, 1567, 460]
- aytoktonise-text-2: ΜΥΤΙΛΗΝΗ, 28.— Στὸ Πλωμάρι ἕνας ψυχοπαθὴς πυροβόλησε καὶ τραυμάτισε τὸ γαμπρό του καὶ στὴ συνέχεια αὐτοκτόνησε.: [1395, 517, 1573, 545]
- enoplon-heading: Ἐνόπλων Δυνάμεων: [256, 306, 372, 318]
- ert-text: 14 Κάθε μεσημέρι. 14.30 Εἰδήσεις. 14.45 Κάθε μεσημέρι. 18.00 Ἀπόψε. 18.50 Ἡ μεγαλύτερη ταξιδιώτισσα τοῦ κόσμου. 19.15 Τὸ Ἀδάμ καὶ οἱ ἄλλοι. 19.30 Εἰδήσεις. 20 Γράμματα καὶ ἀριθμοί. 21 Ὁ φαινόμενος καὶ φίλοι. 21.30 Εἰδήσεις. 22.30 Οἱ ἄνεμοι τοῦ πολέμου. 23.30 Παράξενες ἱστορίες. 24 Εἰδήσεις.: [220, 73, 408, 137]
- kyriaki-text: ΤΟΥ «ΟΜΙΛΟΥ ΦΙΛΩΝ ΒΟΥΝΟΥ» στὴ Χαλκιδική, Κασσάνδρα. ΤΟΥ «ΣΥΛΛΟΓΟΥ ΦΙΛΩΝ ΤΟΥ ΒΟΥΝΟΥ» στὸ Πήλιο. ΤΟΥ «ΔΑΙΔΑΛΟΥ» στὸ Βόλο. ΤΟΥ «ΦΥΣΙΟΛΑΤΡΙΚΟΥ ΟΜΙΛΟΥ» στὰ Ἱωάννινα καὶ στὸ Μέτσοβο.: [634, 438, 832, 484]
- ekdoseis-banner: Ἐκδόσεις: [420, 612, 622, 642]
- column-6: [1395, 20, 1573, 1092]
- eortastikes-text-3: Μὲ πρωτοβουλία τῆς «Ἱπποκρατικῆς Ἑστίας» Θεσσαλονίκης πραγματοποιεῖται ἐκδήλωση γιὰ τὴν ἐπέτειο ἵδρυσής της. Ὁμιλητὴς θὰ εἶναι ὁ καθηγητὴς κ. Α. Παπαδόπουλος μὲ θέμα «Ἡ ἰατρικὴ στὴ Μακεδονία».: [634, 147, 832, 193]
- xalkidiki-heading: ΣΤΗ ΧΑΛΚΙΔΙΚΗ: [1453, 231, 1515, 241]
- vouli-heading: Βουλὴ ὕδατος: [273, 989, 355, 1001]
- pharmacy-item: 7. Γιαννοῦλη Ἄ., Λαγκαδᾶ 119: [14, 768, 125, 778]
- ekdoseis-text-3: «ΕΠΙΘΕΩΡΗΣΗ ΝΕΑΣ ΑΡΙΣΤΕΡΑΣ». Κυκλοφόρησε τὸ 15ο τεῦχος μὲ ἄρθρα γιὰ τὴν πολιτικὴ κατάσταση στὴν Εὐρώπη καὶ τὴν Ἑλλάδα. «ΑΝΤΙ»: Στὸ νέο τεῦχος μὲ ἀφιέρωμα στὸ θέατρο. «ΘΕΜΑΤΑ ΧΩΡΟΥ ΚΑΙ ΤΕΧΝΩΝ»: Κυκλοφόρησε ὁ νέος τόμος. «ΧΡΟΝΙΚΑ ΑΙΣΘΗΤΙΚΗΣ»: Τόμος 15ος.: [420, 761, 622, 816]
- kideiai-text: Τὸν πολυαγαπημένο μας σύζυγο, πατέρα καὶ παππού ΠΑΝΑΓΙΩΤΗ ΒΑΦΕΙΑΔΗ ἐτῶν 80, κηδεύουμε σήμερα στὶς 11 π.μ. ἀπὸ τὸν ἱερὸ ναὸ τῆς Παναγίας Δεξιᾶς. Οἱ τεθλιμμένοι συγγενεῖς.: [634, 771, 832, 807]
- nea-text-2: ΜΟΥΦΛΟΤΖΕΛΗ: «ΤΑ ΡΗΜΑΤΑ». Ἀπὸ αὔριο κυκλοφορεῖ τὸ νέο βιβλίο τῆς γνωστῆς συγγραφέως μὲ θέμα τὶς λαϊκὲς παραδόσεις τῆς Μακεδονίας. Τὸ ἔργο περιλαμβάνει δημοτικὰ τραγούδια καὶ μελέτες.: [220, 1166, 408, 1212]
- byline: Μ. ΚΑΡΑΜΠΑΤΣΑΚΗΣ: [1291, 614, 1381, 624]
- epistimoniki-heading: Ἐπιστημονικὴ συνεδρία ὠτορινολαρυγγολόγων: [245, 923, 383, 946]
